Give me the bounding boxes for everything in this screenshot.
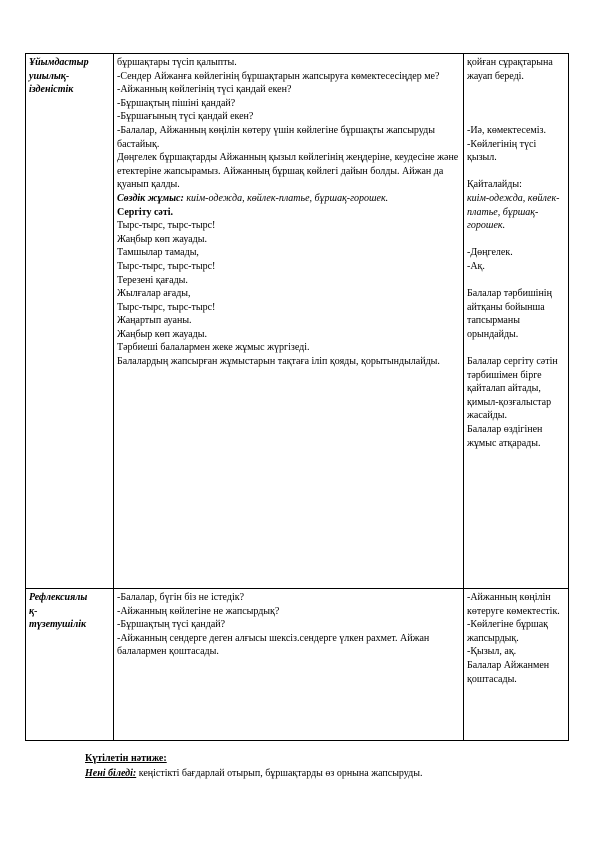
teacher-line: -Бұршақтың түсі қандай? — [117, 619, 226, 631]
child-line: -Қызыл, ақ. — [467, 646, 517, 658]
child-line: -Айжанның көңілін көтеруге көмектестік. — [467, 592, 560, 617]
teacher-line: Тәрбиеші балалармен жеке жұмыс жүргізеді. — [117, 342, 310, 354]
teacher-activity-cell — [114, 54, 464, 589]
vocabulary-label: Сөздік жұмыс: — [117, 192, 184, 204]
poem-line: Тырс-тырс, тырс-тырс! — [117, 301, 216, 313]
child-line: -Иә, көмектесеміз. — [467, 124, 546, 136]
child-line: -Ақ. — [467, 260, 485, 272]
child-line: қойған сұрақтарына жауап береді. — [467, 57, 553, 82]
stage-label: қ- — [29, 605, 38, 617]
child-line: -Дөңгелек. — [467, 247, 513, 259]
child-line: Қайталайды: — [467, 179, 522, 191]
child-vocabulary: киім-одежда, көйлек-платье, бұршақ-горошек. — [467, 192, 560, 232]
expected-result-title: Күтілетін нәтиже: — [85, 753, 167, 764]
stage-label: ізденістік — [29, 84, 74, 96]
expected-result-knows — [85, 767, 422, 781]
warmup-title: Сергіту сәті. — [117, 206, 174, 218]
table-row — [26, 54, 569, 589]
stage-cell — [26, 589, 114, 741]
child-line: Балалар тәрбишінің айтқаны бойынша тапсырманы орындайды. — [467, 288, 552, 340]
teacher-line: -Сендер Айжанға көйлегінің бұршақтарын жапсыруға көмектесесіңдер ме? — [117, 70, 440, 82]
lesson-plan-table — [25, 53, 569, 741]
stage-label: Ұйымдастыр — [29, 57, 89, 68]
children-activity-cell — [464, 589, 569, 741]
child-line: Балалар сергіту сәтін тәрбишімен бірге қайталап айтады, қимыл-қозғалыстар жасайды. — [467, 356, 558, 422]
teacher-line: -Балалар, бүгін біз не істедік? — [117, 592, 245, 603]
children-activity-cell — [464, 54, 569, 589]
child-line: Балалар өздігінен жұмыс атқарады. — [467, 424, 543, 449]
teacher-line: -Айжанның көйлегіне не жапсырдық? — [117, 605, 280, 617]
stage-label: Рефлексиялы — [29, 592, 88, 603]
poem-line: Тамшылар тамады, — [117, 247, 199, 259]
child-line: -Көйлегіне бұршақ жапсырдық. — [467, 619, 549, 644]
teacher-line: -Бұршағының түсі қандай екен? — [117, 111, 254, 123]
poem-line: Тырс-тырс, тырс-тырс! — [117, 220, 216, 232]
knows-text: кеңістікті бағдарлай отырып, бұршақтарды өз орнына жапсыруды. — [136, 768, 423, 779]
teacher-line: Дөңгелек бұршақтарды Айжанның қызыл көйлегінің жеңдеріне, кеудесіне және етектеріне жапсырамыз. Айжанның бұршақ көйлегі дайын болды. Айжан да қуанып қалды. — [117, 152, 459, 191]
child-line: -Көйлегінің түсі қызыл. — [467, 138, 537, 164]
teacher-activity-cell — [114, 589, 464, 741]
knows-label: Нені біледі: — [85, 768, 137, 779]
poem-line: Жылғалар ағады, — [117, 288, 191, 300]
teacher-line: -Айжанның көйлегінің түсі қандай екен? — [117, 84, 292, 96]
poem-line: Жаңбыр көп жауады. — [117, 328, 207, 340]
vocabulary-text: киім-одежда, көйлек-платье, бұршақ-горошек. — [183, 192, 389, 204]
vocabulary-line — [117, 192, 460, 206]
table-row — [26, 589, 569, 741]
teacher-line: -Балалар, Айжанның көңілін көтеру үшін көйлегіне бұршақты жапсыруды бастайық. — [117, 124, 435, 150]
stage-cell — [26, 54, 114, 589]
teacher-line: Балалардың жапсырған жұмыстарын тақтаға іліп қояды, қорытындылайды. — [117, 356, 440, 368]
stage-label: ушылық- — [29, 70, 70, 82]
teacher-line: -Айжанның сендерге деген алғысы шексіз.сендерге үлкен рахмет. Айжан балалармен қоштасады. — [117, 632, 430, 658]
child-line: Балалар Айжанмен қоштасады. — [467, 659, 550, 685]
poem-line: Тырс-тырс, тырс-тырс! — [117, 260, 216, 272]
poem-line: Жаңбыр көп жауады. — [117, 233, 207, 245]
teacher-line: бұршақтары түсіп қалыпты. — [117, 57, 237, 68]
stage-label: түзетушілік — [29, 619, 87, 631]
teacher-line: -Бұршақтың пішіні қандай? — [117, 97, 236, 109]
poem-line: Жаңартып ауаны. — [117, 315, 192, 327]
poem-line: Терезені қағады. — [117, 274, 188, 286]
